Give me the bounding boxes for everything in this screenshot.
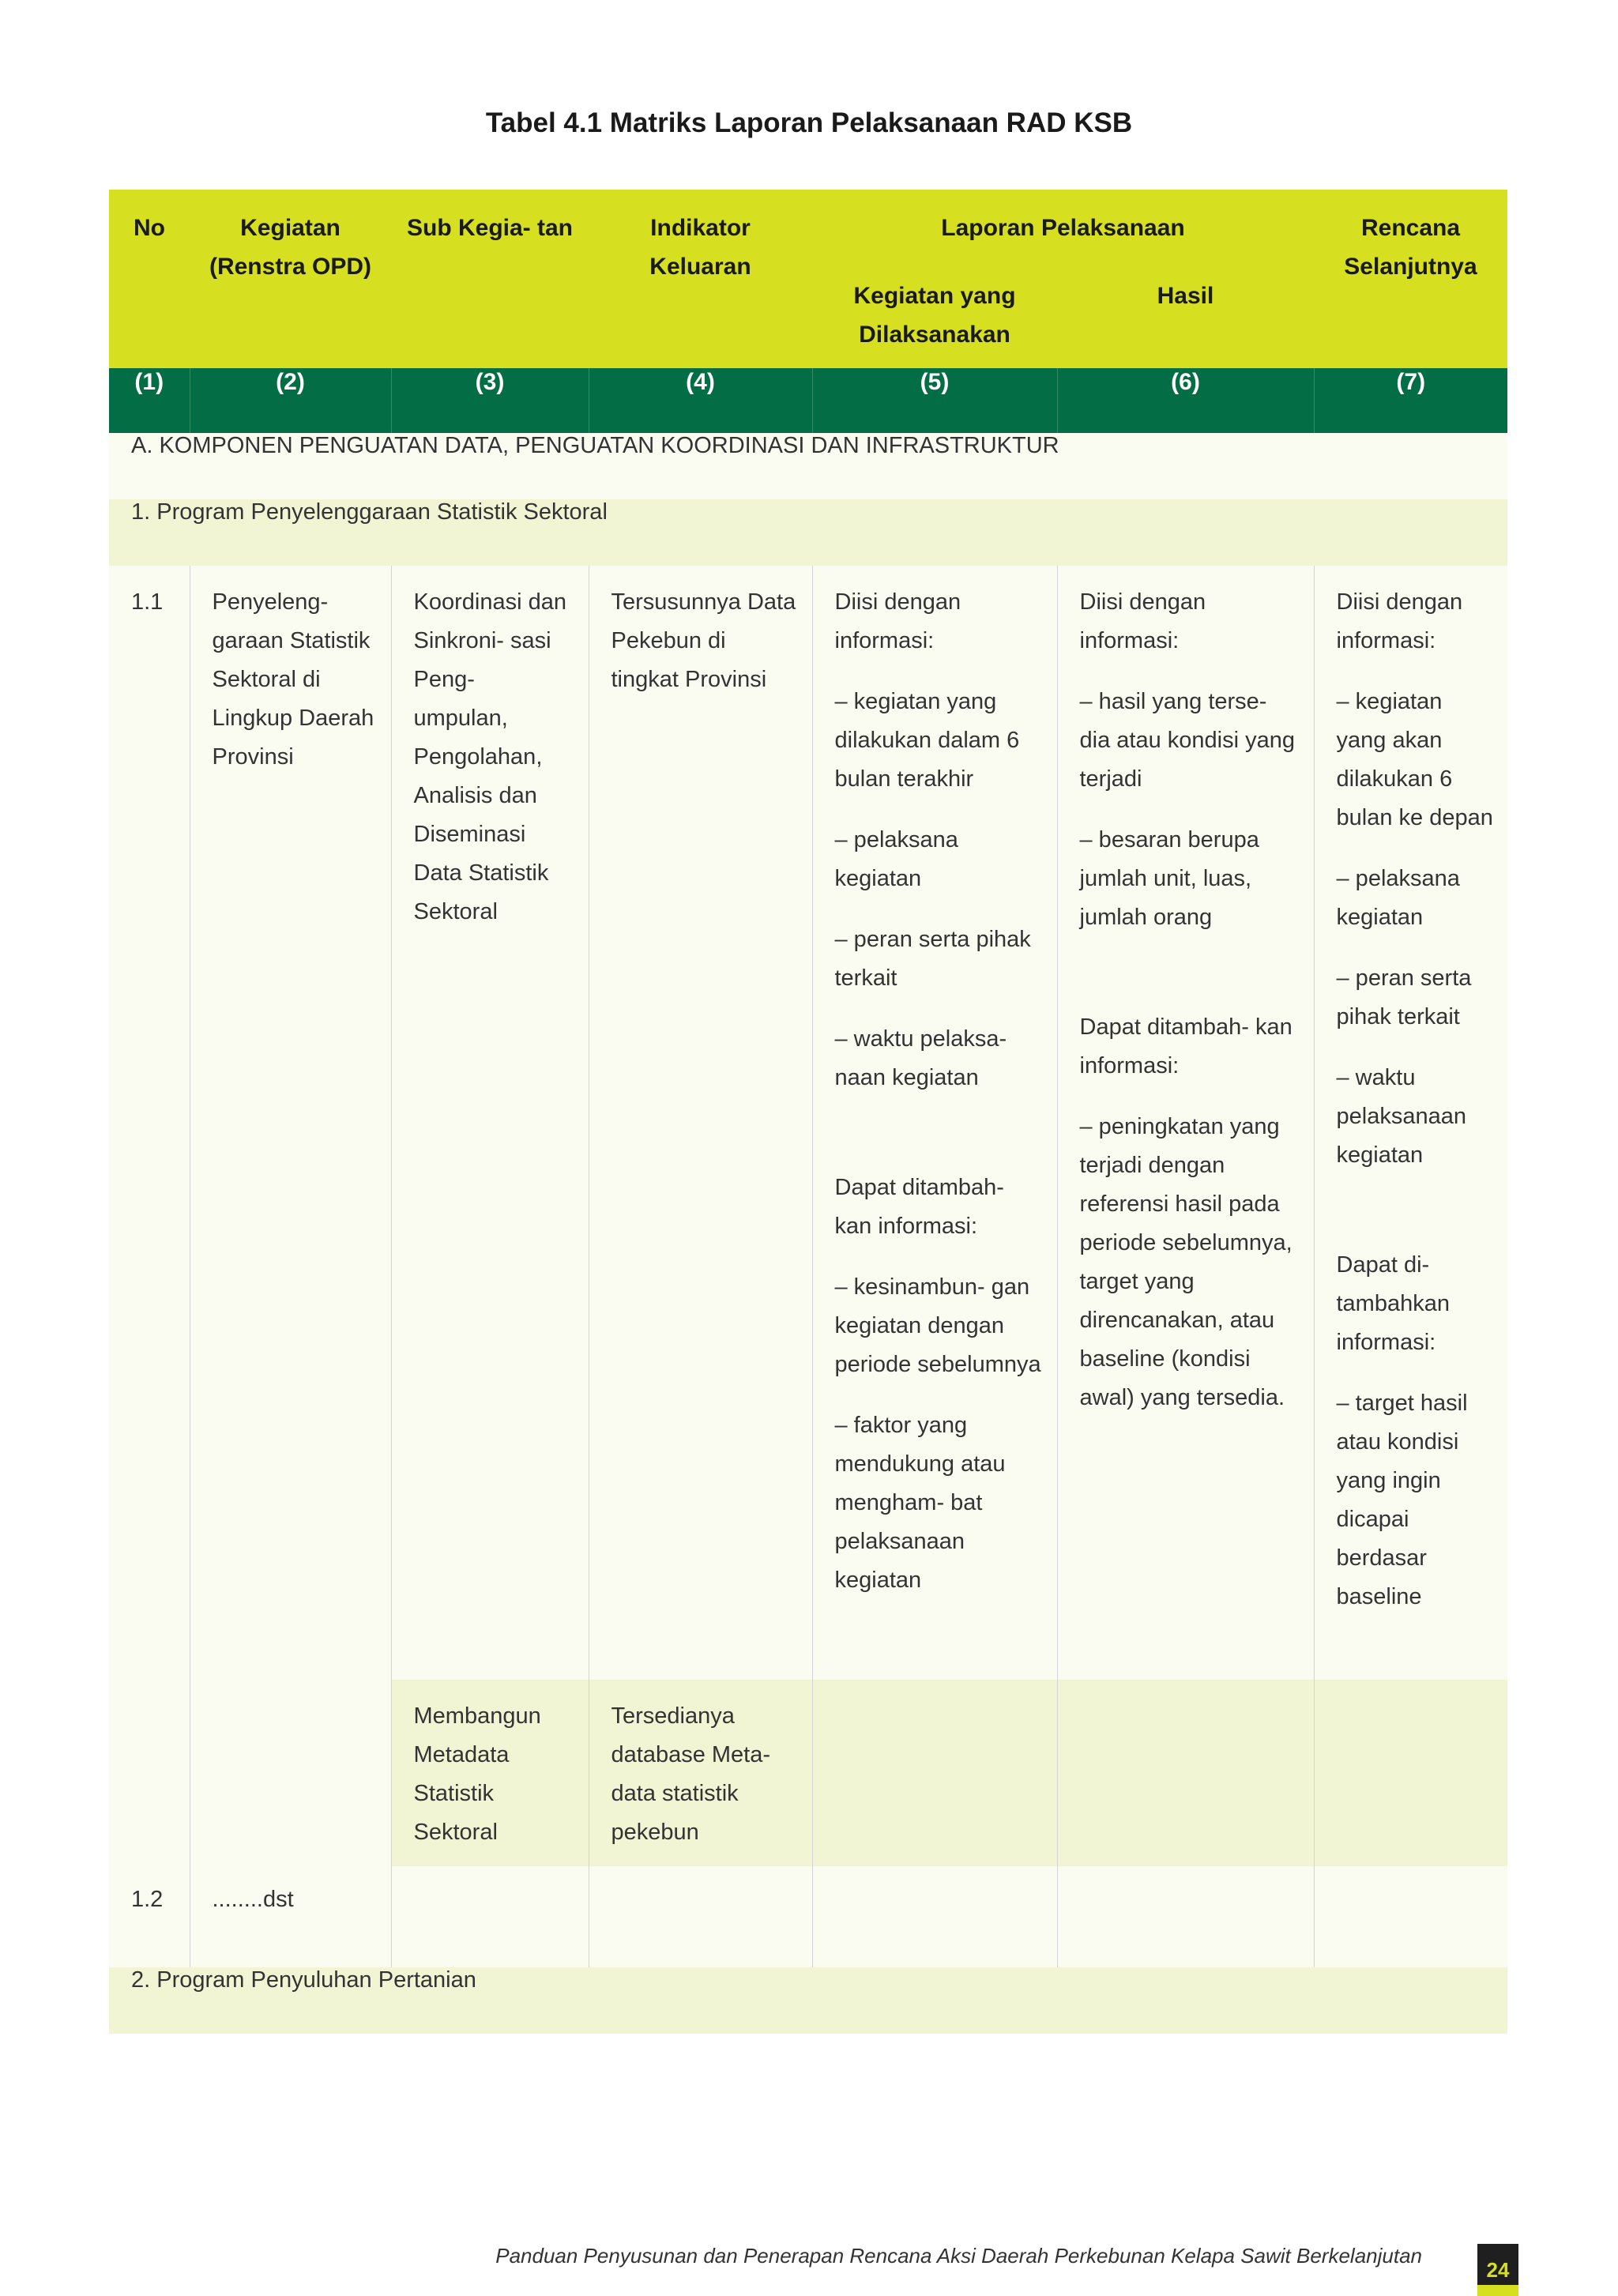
header-kegiatan-dilaksanakan: Kegiatan yang Dilaksanakan — [812, 277, 1057, 368]
kd-item: – kegiatan yang dilakukan dalam 6 bulan terakhir — [834, 689, 1020, 792]
rencana-extra-item: – target hasil atau kondisi yang ingin dicapai berdasar baseline — [1336, 1391, 1468, 1609]
row-meta-empty-7 — [1314, 1680, 1507, 1866]
header-sub-kegiatan: Sub Kegia- tan — [391, 190, 589, 368]
column-number-row — [109, 368, 1507, 433]
page-number-accent — [1477, 2285, 1518, 2296]
row-1-1-sub-kegiatan: Koordinasi dan Sinkroni- sasi Peng- umpulan, Pengolahan, Analisis dan Diseminasi Data Statistik Sektoral — [391, 566, 589, 1680]
footer-text: Panduan Penyusunan dan Penerapan Rencana Aksi Daerah Perkebunan Kelapa Sawit Berkelanjutan — [495, 2244, 1422, 2268]
row-meta-empty-5 — [812, 1680, 1057, 1866]
program-1-heading: 1. Program Penyelenggaraan Statistik Sektoral — [109, 499, 1507, 566]
row-meta-indikator: Tersedianya database Meta- data statistik pekebun — [589, 1680, 812, 1866]
header-rencana: Rencana Selanjutnya — [1314, 190, 1507, 368]
table-title: Tabel 4.1 Matriks Laporan Pelaksanaan RAD KSB — [485, 107, 1133, 138]
row-1-2-kegiatan: ........dst — [190, 1866, 391, 1967]
row-1-1-kegiatan-dilaksanakan — [812, 566, 1057, 1680]
hasil-item: – hasil yang terse- dia atau kondisi yang terjadi — [1079, 689, 1295, 792]
row-1-1-hasil — [1057, 566, 1314, 1680]
header-kegiatan: Kegiatan (Renstra OPD) — [190, 190, 391, 368]
row-1-2-empty-5 — [812, 1866, 1057, 1967]
col-num-3: (3) — [391, 368, 589, 433]
table-row — [109, 566, 1507, 1680]
rencana-item: – pelaksana kegiatan — [1336, 866, 1460, 930]
row-1-2-no: 1.2 — [109, 1866, 190, 1967]
hasil-item: – besaran berupa jumlah unit, luas, jumlah orang — [1079, 827, 1259, 930]
col-num-6: (6) — [1057, 368, 1314, 433]
section-a-heading: A. KOMPONEN PENGUATAN DATA, PENGUATAN KOORDINASI DAN INFRASTRUKTUR — [109, 433, 1507, 499]
kd-extra-item: – faktor yang mendukung atau mengham- bat pelaksanaan kegiatan — [834, 1413, 1006, 1593]
col-num-5: (5) — [812, 368, 1057, 433]
kd-item: – pelaksana kegiatan — [834, 827, 958, 891]
page-number: 24 — [1477, 2244, 1518, 2296]
row-meta-sub-kegiatan: Membangun Metadata Statistik Sektoral — [391, 1680, 589, 1866]
hasil-extra-intro: Dapat ditambah- kan informasi: — [1079, 1014, 1293, 1078]
table-row — [109, 1866, 1507, 1967]
kd-item: – waktu pelaksa- naan kegiatan — [834, 1026, 1007, 1090]
rencana-item: – peran serta pihak terkait — [1336, 965, 1472, 1029]
header-indikator: Indikator Keluaran — [589, 190, 812, 368]
report-matrix-table — [109, 190, 1507, 2034]
row-meta-empty-6 — [1057, 1680, 1314, 1866]
kd-extra-item: – kesinambun- gan kegiatan dengan periode sebelumnya — [834, 1274, 1041, 1377]
col-num-2: (2) — [190, 368, 391, 433]
rencana-item: – waktu pelaksanaan kegiatan — [1336, 1065, 1466, 1168]
row-1-1-no: 1.1 — [109, 566, 190, 1866]
row-1-1-indikator: Tersusunnya Data Pekebun di tingkat Provinsi — [589, 566, 812, 1680]
hasil-intro: Diisi dengan informasi: — [1079, 589, 1206, 653]
kd-extra-intro: Dapat ditambah- kan informasi: — [834, 1175, 1004, 1239]
row-1-1-rencana — [1314, 566, 1507, 1680]
row-1-2-empty-7 — [1314, 1866, 1507, 1967]
header-no: No — [109, 190, 190, 368]
row-1-1-kegiatan: Penyeleng- garaan Statistik Sektoral di Lingkup Daerah Provinsi — [190, 566, 391, 1866]
program-2-heading: 2. Program Penyuluhan Pertanian — [109, 1967, 1507, 2034]
rencana-intro: Diisi dengan informasi: — [1336, 589, 1463, 653]
rencana-extra-intro: Dapat di- tambahkan informasi: — [1336, 1252, 1450, 1355]
row-1-2-empty-4 — [589, 1866, 812, 1967]
kd-intro: Diisi dengan informasi: — [834, 589, 961, 653]
rencana-item: – kegiatan yang akan dilakukan 6 bulan ke depan — [1336, 689, 1493, 830]
header-laporan: Laporan Pelaksanaan — [812, 190, 1314, 277]
hasil-extra-item: – peningkatan yang terjadi dengan referensi hasil pada periode sebelumnya, target yang direncanakan, atau baseline (kondisi awal) yang tersedia. — [1079, 1114, 1293, 1410]
row-1-2-empty-3 — [391, 1866, 589, 1967]
col-num-7: (7) — [1314, 368, 1507, 433]
col-num-1: (1) — [109, 368, 190, 433]
kd-item: – peran serta pihak terkait — [834, 927, 1031, 991]
header-hasil: Hasil — [1057, 277, 1314, 368]
row-1-2-empty-6 — [1057, 1866, 1314, 1967]
col-num-4: (4) — [589, 368, 812, 433]
